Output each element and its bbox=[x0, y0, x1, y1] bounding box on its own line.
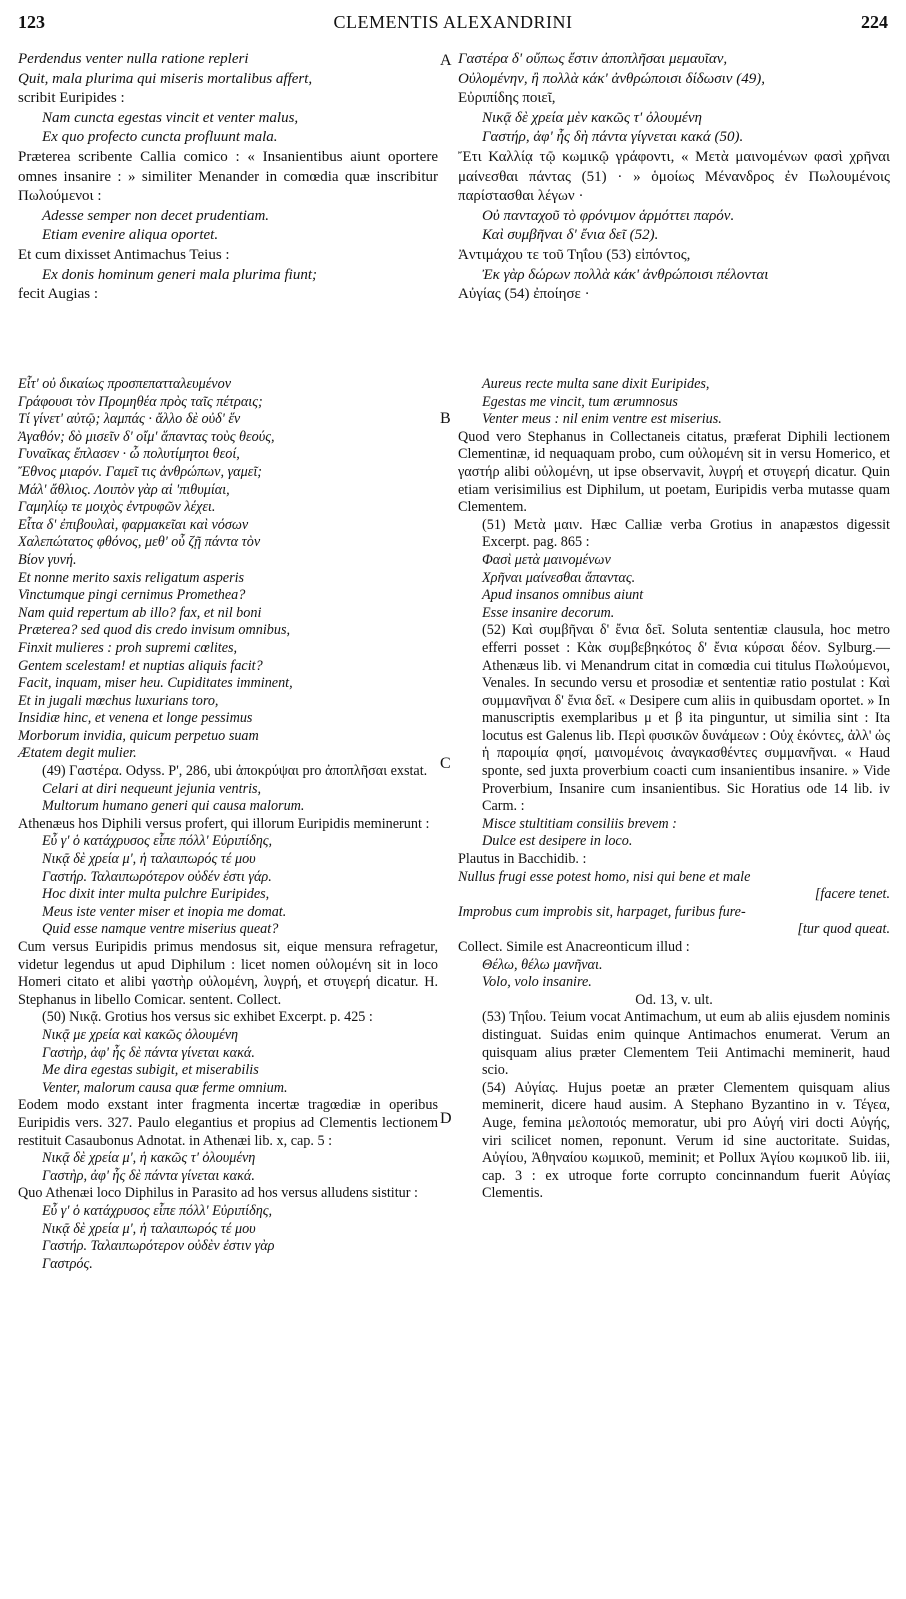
text-line: Ἐκ γὰρ δώρων πολλὰ κάκ' ἀνθρώποισι πέλονται bbox=[482, 266, 769, 283]
text-line: Quo Athenæi loco Diphilus in Parasito ad hos versus alludens sistitur : bbox=[18, 1185, 418, 1202]
text-line: Νικᾷ δὲ χρεία μ', ἡ ταλαιπωρός τέ μου bbox=[42, 851, 256, 868]
text-line: Finxit mulieres : proh supremi cœlites, bbox=[18, 639, 238, 656]
text-line: Nam cuncta egestas vincit et venter malus, bbox=[42, 109, 299, 126]
text-line: Etiam evenire aliqua oportet. bbox=[42, 227, 219, 244]
text-line: Οὐλομένην, ἢ πολλὰ κάκ' ἀνθρώποισι δίδωσιν (49), bbox=[458, 70, 765, 87]
text-line: Et in jugali mœchus luxurians toro, bbox=[18, 692, 219, 709]
text-line: Γαστήρ, ἀφ' ἧς δὴ πάντα γίγνεται κακά (50). bbox=[482, 129, 744, 146]
running-title: CLEMENTIS ALEXANDRINI bbox=[333, 12, 573, 32]
text-line: Ἀγαθόν; δὸ μισεῖν δ' οἴμ' ἅπαντας τοὺς θεούς, bbox=[18, 428, 275, 445]
text-line: (53) Τηΐου. Teium vocat Antimachum, ut eum ab aliis ejusdem nominis distinguat. Suidas enim quinque Antimachos enumerat. Verum an quisquam alius præter Clementem Teii Antimachi meminerit, haud scio. bbox=[482, 1009, 890, 1079]
text-line: Morborum invidia, quicum perpetuo suam bbox=[18, 727, 259, 744]
text-line: Μάλ' ἄθλιος. Λοιπὸν γὰρ αἱ 'πιθυμίαι, bbox=[18, 481, 230, 498]
text-line: Collect. Simile est Anacreonticum illud : bbox=[458, 939, 690, 955]
text-line: Præterea? sed quod dis credo invisum omnibus, bbox=[18, 622, 291, 639]
text-line: (50) Νικᾷ. Grotius hos versus sic exhibet Excerpt. p. 425 : bbox=[42, 1009, 373, 1026]
text-line: Γαστήρ. Ταλαιπωρότερον οὐδὲν ἐστιν γὰρ bbox=[42, 1238, 275, 1255]
text-line: Perdendus venter nulla ratione repleri bbox=[18, 51, 249, 67]
text-line: [tur quod queat. bbox=[797, 921, 890, 938]
text-line: Εἶτ' οὐ δικαίως προσπεπατταλευμένον bbox=[18, 376, 231, 392]
text-line: Quid esse namque ventre miserius queat? bbox=[42, 921, 279, 938]
text-line: Et nonne merito saxis religatum asperis bbox=[18, 569, 245, 586]
text-line: Præterea scribente Callia comico : « Insanientibus aiunt oportere omnes insanire : » similiter Menander in comœdia quæ inscribitur Πωλούμενοι : bbox=[18, 148, 438, 205]
text-line: Nam quid repertum ab illo? fax, et nil boni bbox=[18, 604, 262, 621]
text-line: (51) Μετὰ μαιν. Hæc Calliæ verba Grotius in anapæstos digessit Excerpt. pag. 865 : bbox=[482, 516, 890, 551]
text-line: Θέλω, θέλω μανῆναι. bbox=[482, 956, 603, 973]
notes-column-right bbox=[458, 376, 890, 1203]
text-line: Cum versus Euripidis primus mendosus sit, eique mensura refragetur, videtur legendus ut apud Diphilum : licet nomen οὐλομένη sit in loco Homeri citato et alibi γαστὴρ οὐλομένη, λυγρή, et στυγερή dicatur. H. Stephanus in libello Comicar. sentent. Collect. bbox=[18, 939, 438, 1008]
text-line: Χαλεπώτατος φθόνος, μεθ' οὗ ζῇ πάντα τὸν bbox=[18, 534, 261, 551]
text-line: Od. 13, v. ult. bbox=[635, 991, 713, 1008]
text-line: Γαστήρ. Ταλαιπωρότερον οὐδέν ἐστι γάρ. bbox=[42, 868, 272, 885]
greek-text-column bbox=[458, 50, 890, 305]
text-line: Venter, malorum causa quæ ferme omnium. bbox=[42, 1079, 288, 1096]
margin-letter-c: C bbox=[440, 755, 451, 772]
text-line: (49) Γαστέρα. Odyss. Ρ', 286, ubi ἀποκρύψαι pro ἀποπλῆσαι exstat. bbox=[42, 763, 428, 780]
text-line: Εὖ γ' ὁ κατάχρυσος εἶπε πόλλ' Εὐριπίδης, bbox=[42, 833, 273, 850]
text-line: Gentem scelestam! et nuptias aliquis facit? bbox=[18, 657, 263, 674]
text-line: fecit Augias : bbox=[18, 286, 98, 303]
text-line: Volo, volo insanire. bbox=[482, 974, 592, 991]
text-line: Γαστρός. bbox=[42, 1255, 93, 1272]
text-line: [facere tenet. bbox=[814, 886, 890, 903]
text-line: Venter meus : nil enim ventre est miserius. bbox=[482, 411, 722, 428]
text-line: Celari at diri nequeunt jejunia ventris, bbox=[42, 780, 262, 797]
text-line: Improbus cum improbis sit, harpaget, furibus fure- bbox=[458, 903, 746, 920]
text-line: Οὐ πανταχοῦ τὸ φρόνιμον ἁρμόττει παρόν. bbox=[482, 207, 735, 224]
text-line: Γαστὴρ, ἀφ' ἧς δὲ πάντα γίνεται κακά. bbox=[42, 1167, 255, 1184]
text-line: Meus iste venter miser et inopia me domat. bbox=[42, 903, 287, 920]
text-line: Αὐγίας (54) ἐποίησε · bbox=[458, 286, 590, 303]
text-line: Vinctumque pingi cernimus Promethea? bbox=[18, 587, 246, 604]
text-line: Νικᾷ δὲ χρεία μ', ἡ κακῶς τ' ὀλουμένη bbox=[42, 1150, 256, 1167]
text-line: Apud insanos omnibus aiunt bbox=[482, 587, 644, 604]
text-line: Egestas me vincit, tum ærumnosus bbox=[482, 393, 678, 410]
text-line: (54) Αὐγίας. Hujus poetæ an præter Clementem quisquam alius meminerit, dicere haud ausim. A Stephano Byzantino in v. Τέγεα, Auge, femina μελοποιός memoratur, ubi pro Αὐγή viri docti Αὐγής, viri scilicet nomen, reponunt. Verum id sine auctoritate. Suidas, Αὐγίου, Ἀθηναίου κωμικοῦ, meminit; et Pollux Ἁγίου κωμικοῦ lib. iii, cap. 3 : ex utroque forte corrupto concinnandum fuerit Αὐγίας Clementis. bbox=[482, 1079, 890, 1202]
margin-letter-a: A bbox=[440, 52, 452, 69]
text-line: Athenæus hos Diphili versus profert, qui illorum Euripidis meminerunt : bbox=[18, 815, 430, 832]
text-line: Insidiæ hinc, et venena et longe pessimus bbox=[18, 710, 253, 727]
text-line: Aureus recte multa sane dixit Euripides, bbox=[482, 376, 710, 392]
text-line: Ἀντιμάχου τε τοῦ Τηΐου (53) εἰπόντος, bbox=[458, 246, 691, 263]
text-line: Quit, mala plurima qui miseris mortalibus affert, bbox=[18, 70, 313, 87]
text-line: Multorum humano generi qui causa malorum. bbox=[42, 798, 305, 815]
text-line: (52) Καὶ συμβῆναι δ' ἔνια δεῖ. Soluta sententiæ clausula, hoc metro efferri posset : Κὰκ συμβεβηκότος δ' ἔνια κύρσαι δέον. Sylburg.—Athenæus lib. vi Menandrum citat in comœdia cui titulus Πωλούμενοι, Venales. In secundo versu et prosodiæ et sententiæ ratio postulat : Καὶ συμμανῆναι δ' ἔνια δεῖ. « Desipere cum aliis in quibusdam oportet. » In manuscriptis exemplaribus μ et β ita pinguntur, ut similia sint : Ita locutus est Galenus lib. Περὶ φυσικῶν δυνάμεων : Οὐχ ἑκόντες, ἀλλ' ὡς ἡ παροιμία φησί, μαινομένοις ἀναγκασθέντες συμμανῆναι. « Haud sponte, sed juxta proverbium coacti cum insanientibus insanire. » Vide Proverbium, Insanire cum insanientibus. Sic Horatius ode 14 lib. iv Carm. : bbox=[482, 622, 890, 815]
text-line: Ἔτι Καλλίᾳ τῷ κωμικῷ γράφοντι, « Μετὰ μαινομένων φασὶ χρῆναι μαίνεσθαι πάντας (51) · » ὁμοίως Μένανδρος ἐν Πωλουμένοις παρίστασθαι λέγων · bbox=[458, 148, 890, 205]
margin-letter-d: D bbox=[440, 1110, 452, 1127]
text-line: Ætatem degit mulier. bbox=[18, 745, 137, 762]
text-line: Βίον γυνή. bbox=[18, 551, 77, 568]
text-line: Eodem modo exstant inter fragmenta incertæ tragœdiæ in operibus Euripidis vers. 327. Paulo elegantius et propius ad Clementis lectionem restituit Casaubonus Adnotat. in Athenæi lib. x, cap. 5 : bbox=[18, 1097, 438, 1149]
text-line: Facit, inquam, miser heu. Cupiditates imminent, bbox=[18, 675, 293, 692]
text-line: Et cum dixisset Antimachus Teius : bbox=[18, 246, 230, 263]
text-line: Γαμηλίῳ τε μοιχὸς ἐντρυφῶν λέχει. bbox=[18, 499, 216, 516]
text-line: Εὐριπίδης ποιεῖ, bbox=[458, 90, 556, 107]
page-number-right: 224 bbox=[861, 12, 888, 32]
text-line: Νικᾷ δὲ χρεία μὲν κακῶς τ' ὀλουμένη bbox=[482, 109, 702, 126]
text-line: Esse insanire decorum. bbox=[482, 604, 615, 621]
text-line: Hoc dixit inter multa pulchre Euripides, bbox=[42, 886, 270, 903]
text-line: Ex donis hominum generi mala plurima fiunt; bbox=[42, 266, 317, 283]
latin-translation-column bbox=[18, 50, 438, 305]
text-line: Νικᾷ δὲ χρεία μ', ἡ ταλαιπωρός τέ μου bbox=[42, 1220, 256, 1237]
text-line: Dulce est desipere in loco. bbox=[482, 833, 633, 850]
text-line: Plautus in Bacchidib. : bbox=[458, 851, 587, 868]
text-line: Γαστὴρ, ἀφ' ἧς δὲ πάντα γίνεται κακά. bbox=[42, 1044, 255, 1061]
text-line: Εὖ γ' ὁ κατάχρυσος εἶπε πόλλ' Εὐριπίδης, bbox=[42, 1202, 273, 1219]
text-line: Ἔθνος μιαρόν. Γαμεῖ τις ἀνθρώπων, γαμεῖ; bbox=[18, 463, 262, 480]
page-number-left: 123 bbox=[18, 12, 45, 32]
text-line: Τί γίνετ' αὐτῷ; λαμπάς · ἄλλο δὲ οὐδ' ἕν bbox=[18, 411, 241, 428]
text-line: Quod vero Stephanus in Collectaneis citatus, præferat Diphili lectionem Clementinæ, id nequaquam probo, cum οὐλομένη sit in versu Homerico, et γαστήρ alibi οὐλομένη, ut ipse observavit, λυγρή et στυγερή dicatur. Quin etiam verisimilius est Diphilum, ut poetam, Euripidis verba mutasse quam Clementem. bbox=[458, 428, 890, 516]
text-line: Γαστέρα δ' οὔπως ἔστιν ἀποπλῆσαι μεμαυῖαν, bbox=[458, 51, 728, 67]
margin-letter-b: B bbox=[440, 410, 451, 427]
text-line: Χρῆναι μαίνεσθαι ἅπαντας. bbox=[482, 569, 636, 586]
text-line: Καὶ συμβῆναι δ' ἔνια δεῖ (52). bbox=[482, 227, 659, 244]
text-line: scribit Euripides : bbox=[18, 90, 125, 107]
text-line: Εἶτα δ' ἐπιβουλαὶ, φαρμακεῖαι καὶ νόσων bbox=[18, 516, 249, 533]
text-line: Γράφουσι τὸν Προμηθέα πρὸς ταῖς πέτραις; bbox=[18, 393, 263, 410]
text-line: Nullus frugi esse potest homo, nisi qui bene et male bbox=[458, 868, 751, 885]
text-line: Γυναῖκας ἔπλασεν · ὦ πολυτίμητοι θεοί, bbox=[18, 446, 240, 463]
text-line: Me dira egestas subigit, et miserabilis bbox=[42, 1062, 259, 1079]
text-line: Misce stultitiam consiliis brevem : bbox=[482, 815, 677, 832]
notes-column-left bbox=[18, 376, 438, 1273]
text-line: Νικᾷ με χρεία καὶ κακῶς ὀλουμένη bbox=[42, 1026, 239, 1043]
text-line: Φασὶ μετὰ μαινομένων bbox=[482, 551, 611, 568]
text-line: Adesse semper non decet prudentiam. bbox=[42, 207, 270, 224]
text-line: Ex quo profecto cuncta profluunt mala. bbox=[42, 129, 278, 146]
page-header bbox=[18, 12, 888, 42]
